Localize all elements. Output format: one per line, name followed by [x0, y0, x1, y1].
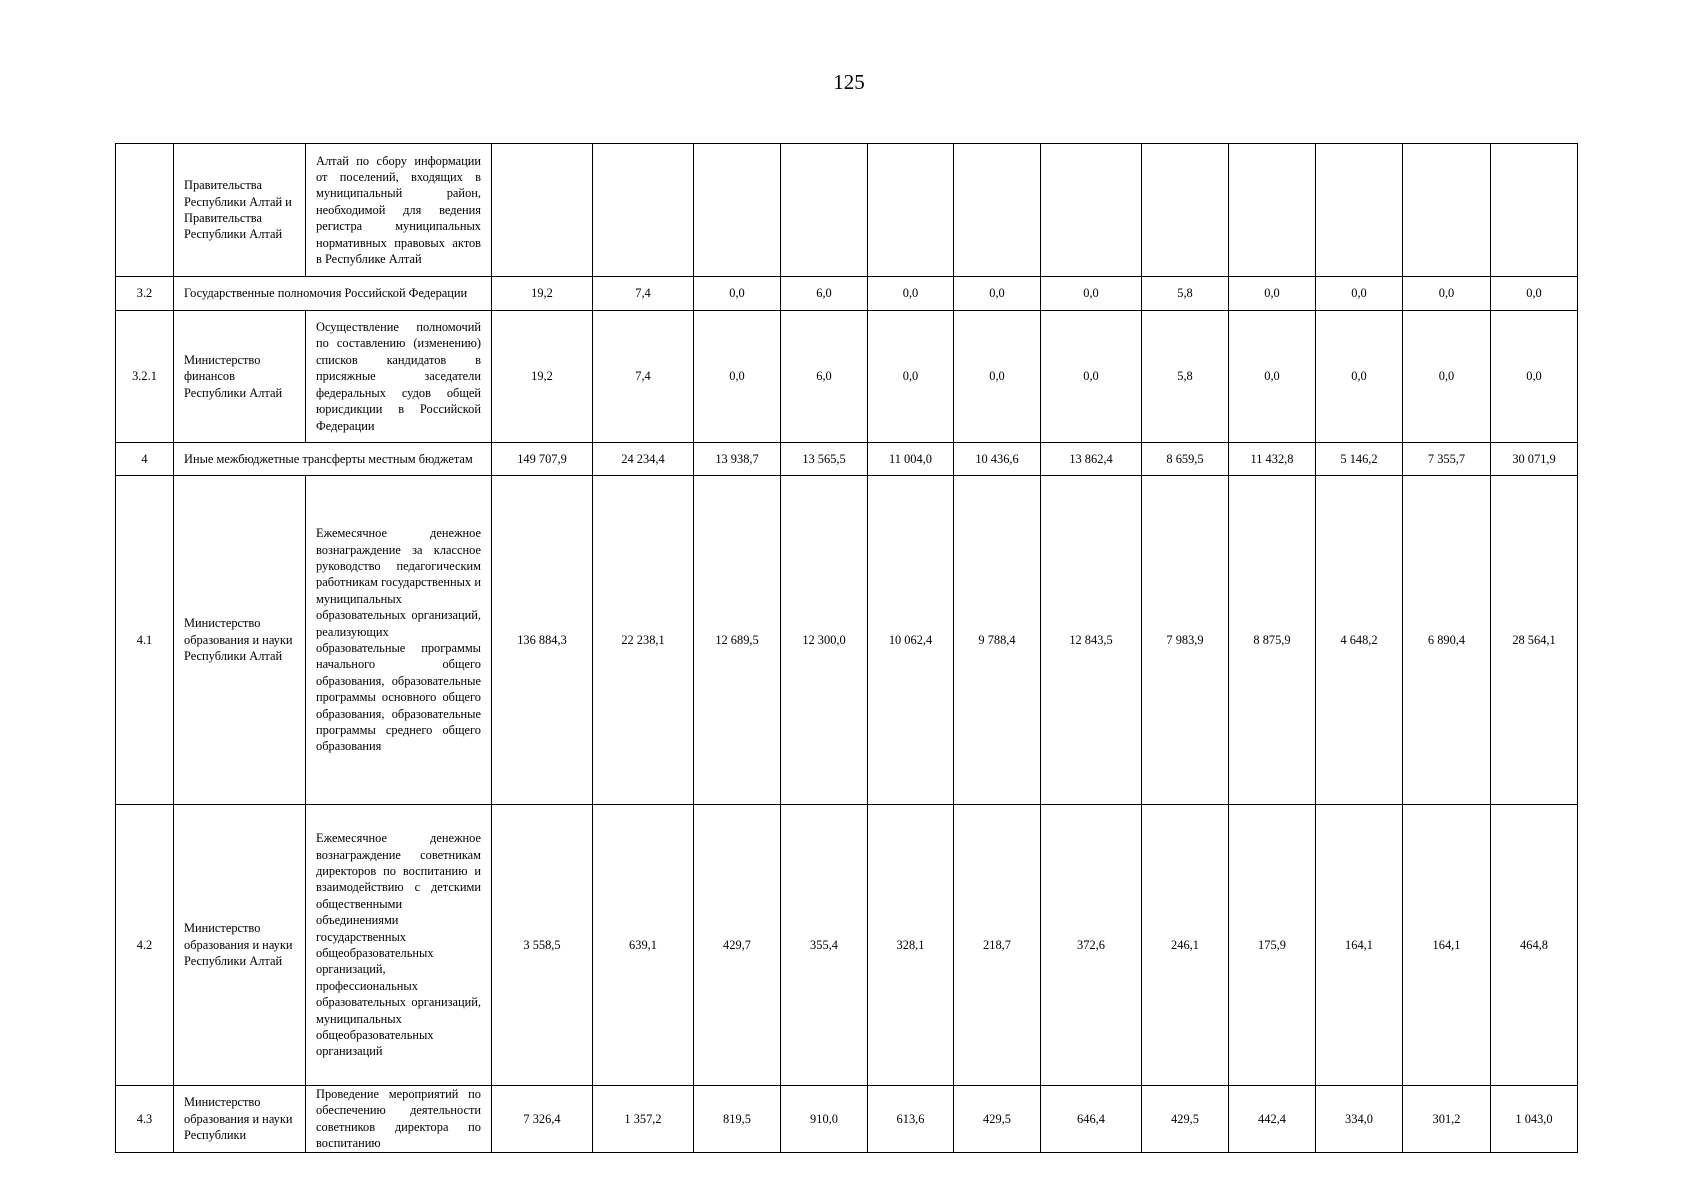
- value-cell: 7,4: [593, 277, 694, 311]
- value-cell: 8 659,5: [1142, 443, 1229, 476]
- row-code: 4.1: [116, 476, 174, 805]
- value-cell: 328,1: [868, 805, 954, 1086]
- value-cell: 5,8: [1142, 277, 1229, 311]
- value-cell: [781, 144, 868, 277]
- value-cell: 442,4: [1229, 1086, 1316, 1153]
- value-cell: [1491, 144, 1578, 277]
- table-row: [116, 476, 1578, 805]
- value-cell: 9 788,4: [954, 476, 1041, 805]
- value-cell: 0,0: [1041, 311, 1142, 443]
- value-cell: 429,7: [694, 805, 781, 1086]
- value-cell: [1142, 144, 1229, 277]
- row-description: Ежемесячное денежное вознаграждение советникам директоров по воспитанию и взаимодействию с детскими общественными объединениями государственных общеобразовательных организаций, профессиональных образовательных организаций, муниципальных общеобразовательных организаций: [306, 805, 492, 1086]
- value-cell: 429,5: [1142, 1086, 1229, 1153]
- value-cell: 0,0: [1229, 277, 1316, 311]
- value-cell: 4 648,2: [1316, 476, 1403, 805]
- value-cell: 6,0: [781, 311, 868, 443]
- row-section-title: Иные межбюджетные трансферты местным бюджетам: [174, 443, 492, 476]
- row-code: 3.2: [116, 277, 174, 311]
- value-cell: 164,1: [1403, 805, 1491, 1086]
- value-cell: [492, 144, 593, 277]
- table-row: [116, 443, 1578, 476]
- row-description: Осуществление полномочий по составлению (изменению) списков кандидатов в присяжные заседатели федеральных судов общей юрисдикции в Российской Федерации: [306, 311, 492, 443]
- value-cell: 218,7: [954, 805, 1041, 1086]
- value-cell: [694, 144, 781, 277]
- value-cell: 0,0: [868, 277, 954, 311]
- value-cell: 334,0: [1316, 1086, 1403, 1153]
- value-cell: 0,0: [954, 277, 1041, 311]
- value-cell: 0,0: [1403, 311, 1491, 443]
- row-organization: Правительства Республики Алтай и Правительства Республики Алтай: [174, 144, 306, 277]
- row-code: 4.3: [116, 1086, 174, 1153]
- value-cell: 0,0: [1316, 277, 1403, 311]
- value-cell: 12 300,0: [781, 476, 868, 805]
- value-cell: [868, 144, 954, 277]
- table-row: [116, 311, 1578, 443]
- value-cell: 0,0: [954, 311, 1041, 443]
- value-cell: 7,4: [593, 311, 694, 443]
- budget-table: [115, 143, 1578, 1153]
- value-cell: 639,1: [593, 805, 694, 1086]
- table-row: [116, 805, 1578, 1086]
- value-cell: 613,6: [868, 1086, 954, 1153]
- row-section-title: Государственные полномочия Российской Федерации: [174, 277, 492, 311]
- value-cell: 0,0: [1041, 277, 1142, 311]
- value-cell: 7 983,9: [1142, 476, 1229, 805]
- table-row: [116, 144, 1578, 277]
- value-cell: 13 938,7: [694, 443, 781, 476]
- value-cell: 28 564,1: [1491, 476, 1578, 805]
- value-cell: 149 707,9: [492, 443, 593, 476]
- page-number: 125: [833, 70, 865, 94]
- value-cell: 0,0: [868, 311, 954, 443]
- value-cell: [1041, 144, 1142, 277]
- value-cell: 0,0: [1403, 277, 1491, 311]
- value-cell: 19,2: [492, 277, 593, 311]
- value-cell: 372,6: [1041, 805, 1142, 1086]
- value-cell: 136 884,3: [492, 476, 593, 805]
- value-cell: 24 234,4: [593, 443, 694, 476]
- value-cell: 246,1: [1142, 805, 1229, 1086]
- value-cell: [954, 144, 1041, 277]
- row-organization: Министерство образования и науки Республики Алтай: [174, 805, 306, 1086]
- row-description: Алтай по сбору информации от поселений, входящих в муниципальный район, необходимой для ведения регистра муниципальных нормативных правовых актов в Республике Алтай: [306, 144, 492, 277]
- row-code: 4: [116, 443, 174, 476]
- value-cell: 0,0: [1316, 311, 1403, 443]
- value-cell: 11 004,0: [868, 443, 954, 476]
- row-code: [116, 144, 174, 277]
- table-row: [116, 1086, 1578, 1153]
- value-cell: 5 146,2: [1316, 443, 1403, 476]
- value-cell: 6 890,4: [1403, 476, 1491, 805]
- value-cell: 30 071,9: [1491, 443, 1578, 476]
- value-cell: 13 862,4: [1041, 443, 1142, 476]
- value-cell: 164,1: [1316, 805, 1403, 1086]
- row-description: Ежемесячное денежное вознаграждение за классное руководство педагогическим работникам государственных и муниципальных образовательных организаций, реализующих образовательные программы начального общего образования, образовательные программы основного общего образования, образовательные программы среднего общего образования: [306, 476, 492, 805]
- value-cell: 0,0: [1229, 311, 1316, 443]
- value-cell: 12 843,5: [1041, 476, 1142, 805]
- value-cell: [1229, 144, 1316, 277]
- value-cell: 3 558,5: [492, 805, 593, 1086]
- table-row: [116, 277, 1578, 311]
- row-organization: Министерство финансов Республики Алтай: [174, 311, 306, 443]
- value-cell: 11 432,8: [1229, 443, 1316, 476]
- row-organization: Министерство образования и науки Республики: [174, 1086, 306, 1153]
- value-cell: 10 062,4: [868, 476, 954, 805]
- value-cell: 1 357,2: [593, 1086, 694, 1153]
- value-cell: 646,4: [1041, 1086, 1142, 1153]
- value-cell: [1403, 144, 1491, 277]
- value-cell: 10 436,6: [954, 443, 1041, 476]
- value-cell: 12 689,5: [694, 476, 781, 805]
- value-cell: [593, 144, 694, 277]
- value-cell: 5,8: [1142, 311, 1229, 443]
- value-cell: 819,5: [694, 1086, 781, 1153]
- value-cell: 8 875,9: [1229, 476, 1316, 805]
- value-cell: 0,0: [1491, 277, 1578, 311]
- value-cell: 13 565,5: [781, 443, 868, 476]
- row-code: 3.2.1: [116, 311, 174, 443]
- value-cell: 6,0: [781, 277, 868, 311]
- value-cell: 7 355,7: [1403, 443, 1491, 476]
- value-cell: 0,0: [694, 311, 781, 443]
- value-cell: 429,5: [954, 1086, 1041, 1153]
- value-cell: 301,2: [1403, 1086, 1491, 1153]
- row-code: 4.2: [116, 805, 174, 1086]
- value-cell: 19,2: [492, 311, 593, 443]
- value-cell: 175,9: [1229, 805, 1316, 1086]
- value-cell: [1316, 144, 1403, 277]
- value-cell: 910,0: [781, 1086, 868, 1153]
- row-organization: Министерство образования и науки Республики Алтай: [174, 476, 306, 805]
- value-cell: 0,0: [1491, 311, 1578, 443]
- value-cell: 22 238,1: [593, 476, 694, 805]
- row-description: Проведение мероприятий по обеспечению деятельности советников директора по воспитанию: [306, 1086, 492, 1153]
- value-cell: 464,8: [1491, 805, 1578, 1086]
- value-cell: 355,4: [781, 805, 868, 1086]
- value-cell: 7 326,4: [492, 1086, 593, 1153]
- value-cell: 1 043,0: [1491, 1086, 1578, 1153]
- value-cell: 0,0: [694, 277, 781, 311]
